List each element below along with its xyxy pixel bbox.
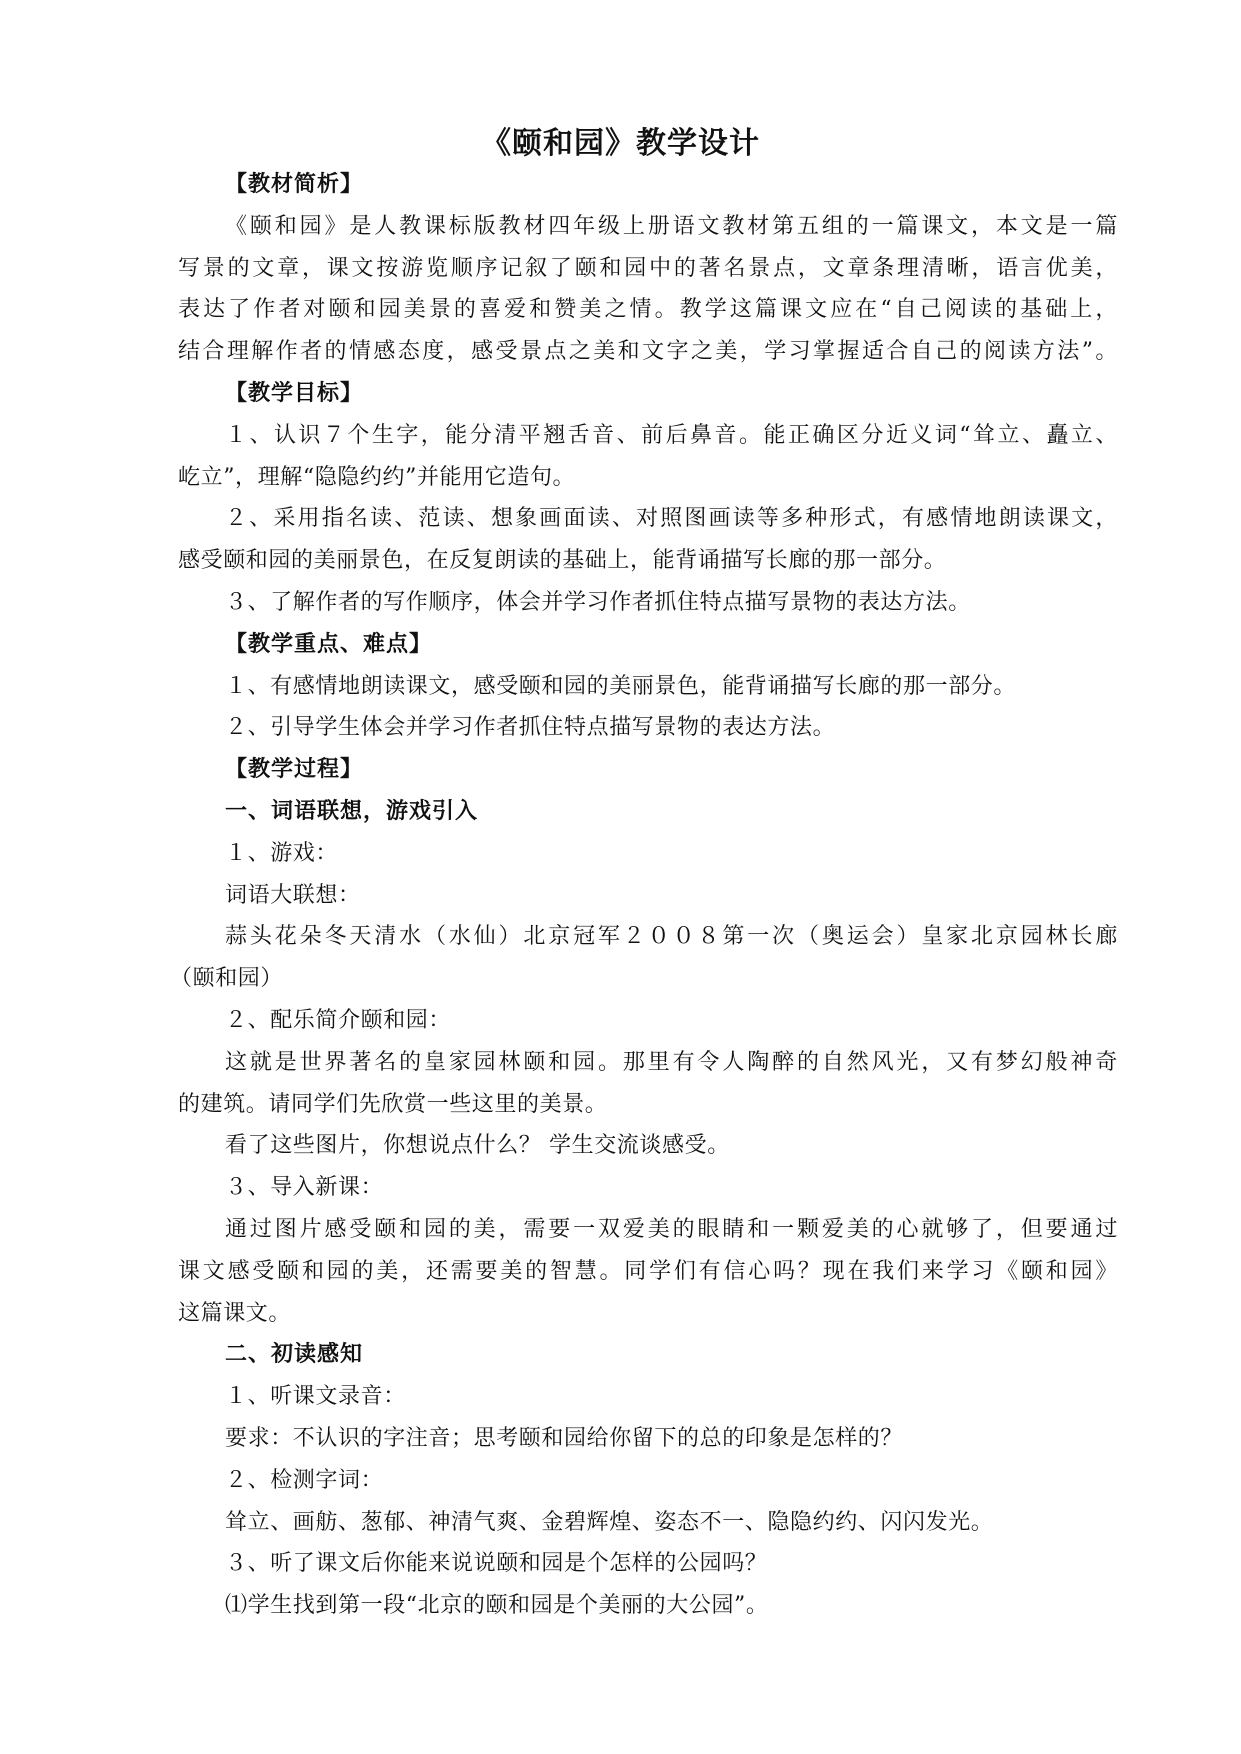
goal-item: ２、采用指名读、范读、想象画面读、对照图画读等多种形式，有感情地朗读课文， bbox=[225, 506, 1118, 532]
process-item: ２、配乐简介颐和园： bbox=[225, 1007, 452, 1033]
process-subitem: ⑴学生找到第一段“北京的颐和园是个美丽的大公园”。 bbox=[225, 1593, 769, 1619]
key-point-item: １、有感情地朗读课文，感受颐和园的美丽景色，能背诵描写长廊的那一部分。 bbox=[225, 673, 1017, 699]
process-text: 通过图片感受颐和园的美，需要一双爱美的眼睛和一颗爱美的心就够了，但要通过 bbox=[225, 1216, 1118, 1242]
goal-item-continued: 感受颐和园的美丽景色，在反复朗读的基础上，能背诵描写长廊的那一部分。 bbox=[178, 548, 947, 574]
process-text: 词语大联想： bbox=[225, 882, 361, 908]
process-item: ２、检测字词： bbox=[225, 1467, 384, 1493]
process-text-continued: 的建筑。请同学们先欣赏一些这里的美景。 bbox=[178, 1091, 608, 1117]
paragraph-line: 《颐和园》是人教课标版教材四年级上册语文教材第五组的一篇课文，本文是一篇 bbox=[225, 213, 1118, 239]
section-heading-analysis: 【教材简析】 bbox=[225, 172, 364, 197]
paragraph-line: 写景的文章，课文按游览顺序记叙了颐和园中的著名景点，文章条理清晰，语言优美， bbox=[178, 255, 1118, 281]
process-text-continued: 课文感受颐和园的美，还需要美的智慧。同学们有信心吗？现在我们来学习《颐和园》 bbox=[178, 1258, 1118, 1284]
process-text-continued: 这篇课文。 bbox=[178, 1300, 292, 1326]
process-text: 这就是世界著名的皇家园林颐和园。那里有令人陶醉的自然风光，又有梦幻般神奇 bbox=[225, 1049, 1118, 1075]
process-text-continued: （颐和园） bbox=[170, 966, 284, 992]
paragraph-line: 表达了作者对颐和园美景的喜爱和赞美之情。教学这篇课文应在“自己阅读的基础上， bbox=[178, 297, 1118, 323]
process-item: ３、听了课文后你能来说说颐和园是个怎样的公园吗？ bbox=[225, 1551, 768, 1577]
goal-item: １、认识７个生字，能分清平翘舌音、前后鼻音。能正确区分近义词“耸立、矗立、 bbox=[225, 422, 1118, 448]
section-heading-goals: 【教学目标】 bbox=[225, 380, 364, 406]
process-text: 要求：不认识的字注音；思考颐和园给你留下的总的印象是怎样的？ bbox=[225, 1425, 904, 1451]
process-item: ３、导入新课： bbox=[225, 1175, 384, 1201]
paragraph-line: 结合理解作者的情感态度，感受景点之美和文字之美，学习掌握适合自己的阅读方法”。 bbox=[178, 339, 1118, 365]
goal-item-continued: 屹立”，理解“隐隐约约”并能用它造句。 bbox=[178, 464, 576, 490]
document-body bbox=[170, 164, 1118, 1627]
section-heading-process: 【教学过程】 bbox=[225, 757, 364, 783]
goal-item: ３、了解作者的写作顺序，体会并学习作者抓住特点描写景物的表达方法。 bbox=[225, 589, 971, 615]
document-title: 《颐和园》教学设计 bbox=[481, 126, 760, 161]
process-item: １、听课文录音： bbox=[225, 1384, 406, 1410]
section-heading-key-points: 【教学重点、难点】 bbox=[225, 631, 433, 657]
process-item: １、游戏： bbox=[225, 840, 339, 866]
part-heading-1: 一、词语联想，游戏引入 bbox=[225, 798, 479, 824]
process-text: 耸立、画舫、葱郁、神清气爽、金碧辉煌、姿态不一、隐隐约约、闪闪发光。 bbox=[225, 1509, 994, 1535]
key-point-item: ２、引导学生体会并学习作者抓住特点描写景物的表达方法。 bbox=[225, 715, 836, 741]
part-heading-2: 二、初读感知 bbox=[225, 1342, 364, 1368]
process-text: 蒜头花朵冬天清水（水仙）北京冠军２００８第一次（奥运会）皇家北京园林长廊 bbox=[225, 924, 1118, 950]
process-text: 看了这些图片，你想说点什么？ 学生交流谈感受。 bbox=[225, 1133, 730, 1159]
